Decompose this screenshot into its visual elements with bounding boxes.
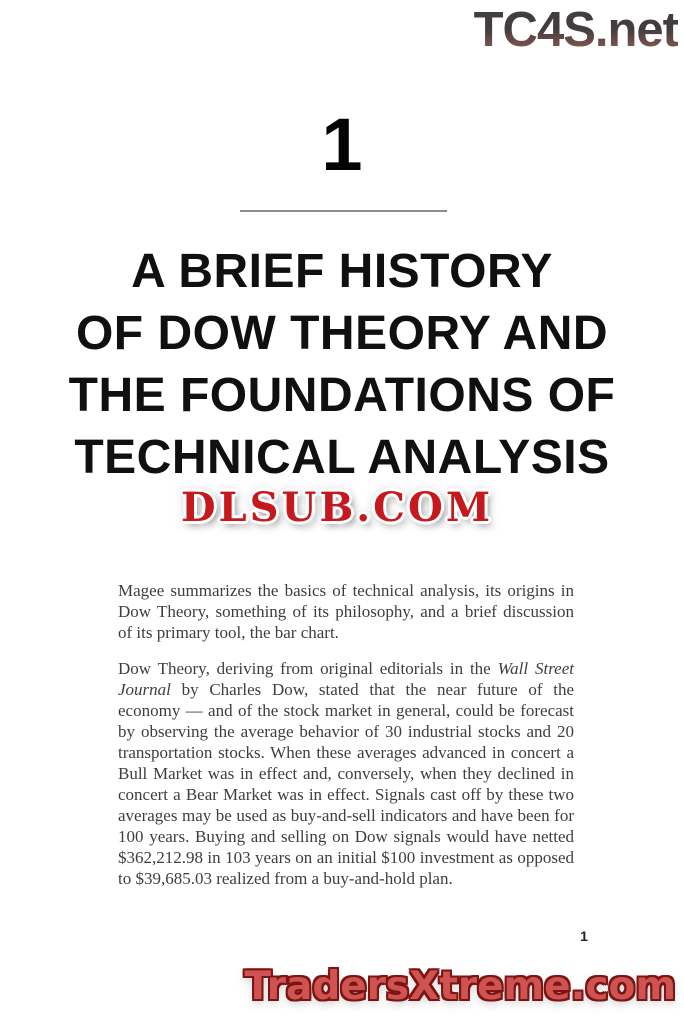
chapter-title bbox=[0, 241, 684, 489]
chapter-number: 1 bbox=[321, 103, 363, 186]
chapter-title-line-2: OF DOW THEORY AND bbox=[75, 307, 609, 360]
body-text-block bbox=[118, 580, 574, 904]
wall-street-journal-italic: Wall Street Journal bbox=[118, 659, 574, 699]
tc4s-watermark-logo: TC4S.net bbox=[473, 3, 678, 57]
paragraph-dow-theory bbox=[118, 658, 574, 889]
page-number: 1 bbox=[580, 928, 588, 944]
chapter-title-line-1: A BRIEF HISTORY bbox=[131, 245, 553, 298]
paragraph-dow-theory-rest: by Charles Dow, stated that the near future of the economy — and of the stock market in general, could be forecast by observing the average behavior of 30 industrial stocks and 20 transportation stocks. When these averages advanced in concert a Bull Market was in effect and, conversely, when they declined in concert a Bear Market was in effect. Signals cast off by these two averages may be used as buy-and-sell indicators and have been for 100 years. Buying and selling on Dow signals would have netted $362,212.98 in 103 years on an initial $100 investment as opposed to $39,685.03 realized from a buy-and-hold plan. bbox=[118, 680, 574, 888]
paragraph-dow-theory-lead: Dow Theory, deriving from original editorials in the bbox=[118, 659, 498, 678]
chapter-divider-rule bbox=[240, 210, 447, 212]
tradersxtreme-watermark-logo: TradersXtreme.com bbox=[244, 964, 676, 1009]
chapter-title-line-4: TECHNICAL ANALYSIS bbox=[74, 431, 610, 484]
dlsub-watermark-logo: DLSUB.COM bbox=[180, 484, 494, 531]
paragraph-summary: Magee summarizes the basics of technical analysis, its origins in Dow Theory, something of its philosophy, and a brief discussion of its primary tool, the bar chart. bbox=[118, 581, 574, 642]
chapter-title-line-3: THE FOUNDATIONS OF bbox=[68, 369, 616, 422]
